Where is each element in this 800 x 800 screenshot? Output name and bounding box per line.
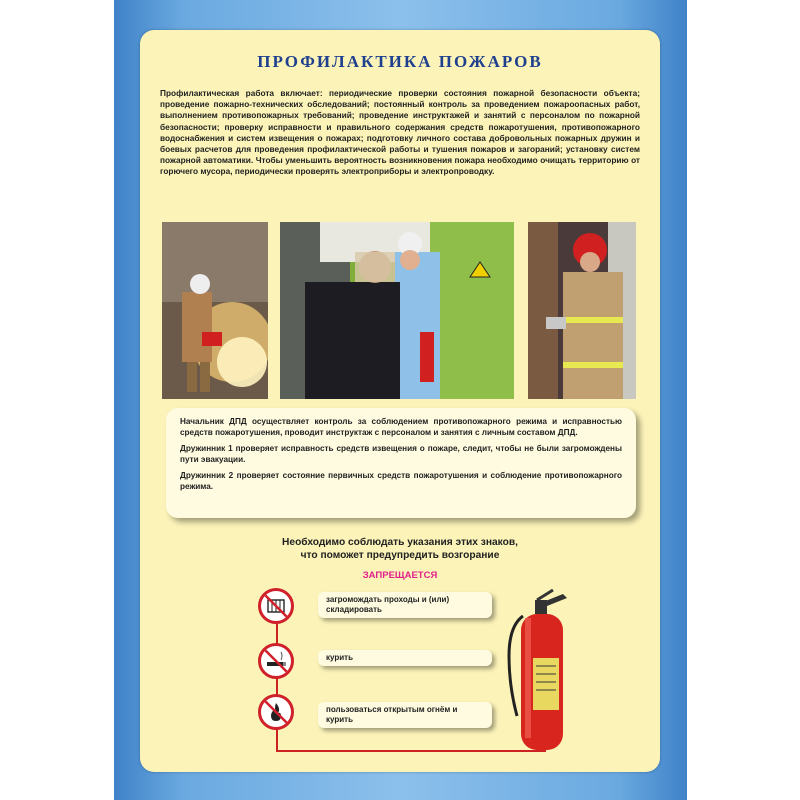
no-storage-sign-icon <box>258 588 294 624</box>
intro-text: Профилактическая работа включает: периодические проверки состояния пожарной безопасности объекта; проведение пожарно-технических обследований; постоянный контроль за проведением пожароопасных работ, выполнением противопожарных требований; проведение инструктажей и занятий с персоналом по пожарной безопасности; проверку исправности и правильного содержания средств пожаротушения, противопожарного водоснабжения и систем извещения о пожарах; подготовку личного состава добровольных пожарных дружин и боевых расчетов для проведения профилактической работы и тушения пожаров и загораний; установку систем пожарной автоматики. Чтобы уменьшить вероятность возникновения пожара необходимо очищать территорию от горючего мусора, периодически проверять электроприборы и электропроводку. <box>160 88 640 177</box>
signs-heading-line2: что поможет предупредить возгорание <box>300 550 500 561</box>
rule-label-open-fire: пользоваться открытым огнём и курить <box>318 702 492 728</box>
duties-box <box>166 408 636 518</box>
page-title: ПРОФИЛАКТИКА ПОЖАРОВ <box>257 52 543 71</box>
forbidden-heading: ЗАПРЕЩАЕТСЯ <box>362 570 438 581</box>
duty-chief-text: Начальник ДПД осуществляет контроль за соблюдением противопожарного режима и исправностью средств пожаротушения, проводит инструктаж с персоналом и занятия с личным составом ДПД. <box>180 417 622 437</box>
duty-member2-text: Дружинник 2 проверяет состояние первичных средств пожаротушения и соблюдение противопожарного режима. <box>180 471 622 491</box>
photo-firefighter-extinguishing <box>162 222 268 399</box>
signs-heading <box>140 536 660 562</box>
no-smoking-sign-icon <box>258 643 294 679</box>
duty-member1-text: Дружинник 1 проверяет исправность средств извещения о пожаре, следит, чтобы не были загромождены пути эвакуации. <box>180 444 622 464</box>
photo-extinguisher-training <box>280 222 514 399</box>
no-open-fire-sign-icon <box>258 694 294 730</box>
rule-label-storage: загромождать проходы и (или) складировать <box>318 592 492 618</box>
rule-label-smoking: курить <box>318 650 492 666</box>
photo-firefighter-inspection <box>528 222 636 399</box>
signs-heading-line1: Необходимо соблюдать указания этих знаков, <box>282 537 518 548</box>
fire-extinguisher-image <box>505 588 590 753</box>
